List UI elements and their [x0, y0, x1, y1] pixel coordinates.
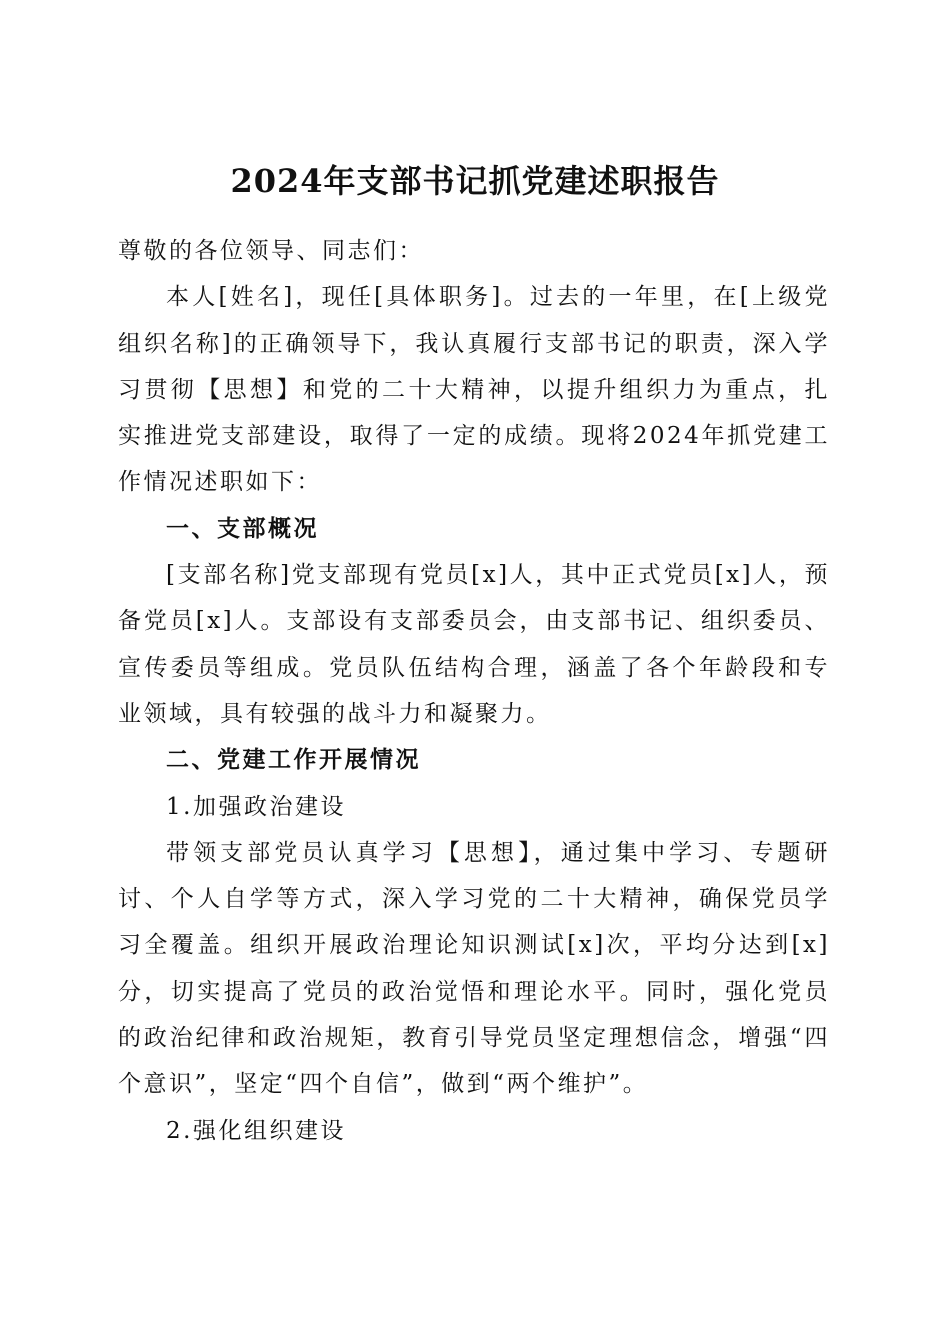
salutation: 尊敬的各位领导、同志们：: [118, 238, 424, 264]
document-body: [118, 228, 830, 1154]
section-heading-work: 二、党建工作开展情况: [166, 747, 421, 774]
overview-paragraph: [支部名称]党支部现有党员[x]人，其中正式党员[x]人，预备党员[x]人。支部设有支部委员会，由支部书记、组织委员、宣传委员等组成。党员队伍结构合理，涵盖了各个年龄段和专业领域，具有较强的战斗力和凝聚力。: [118, 562, 830, 727]
political-paragraph: 带领支部党员认真学习【思想】，通过集中学习、专题研讨、个人自学等方式，深入学习党的二十大精神，确保党员学习全覆盖。组织开展政治理论知识测试[x]次，平均分达到[x]分，切实提高了党员的政治觉悟和理论水平。同时，强化党员的政治纪律和政治规矩，教育引导党员坚定理想信念，增强“四个意识”，坚定“四个自信”，做到“两个维护”。: [118, 839, 830, 1098]
intro-paragraph: 本人[姓名]，现任[具体职务]。过去的一年里，在[上级党组织名称]的正确领导下，我认真履行支部书记的职责，深入学习贯彻【思想】和党的二十大精神，以提升组织力为重点，扎实推进党支部建设，取得了一定的成绩。现将2024年抓党建工作情况述职如下：: [118, 284, 830, 496]
subheading-political: 1.加强政治建设: [166, 793, 346, 820]
section-heading-overview: 一、支部概况: [166, 515, 319, 542]
subheading-organization: 2.强化组织建设: [166, 1117, 346, 1144]
document-title: 2024年支部书记抓党建述职报告: [230, 162, 720, 201]
